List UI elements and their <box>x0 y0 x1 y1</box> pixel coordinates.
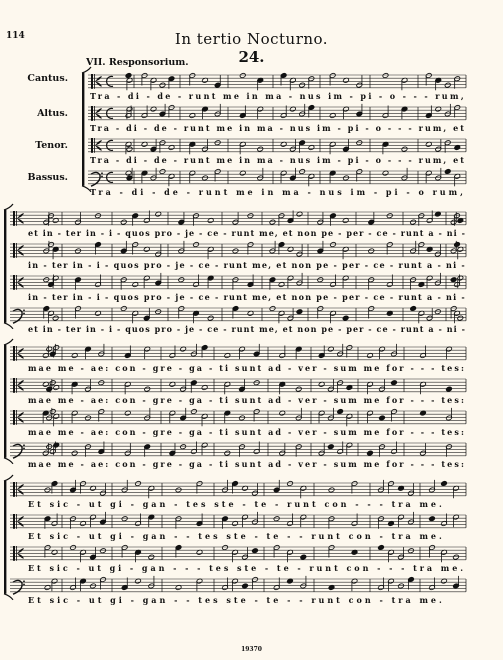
notehead <box>391 380 398 386</box>
voice-label-altus: Altus. <box>37 108 68 119</box>
notehead <box>295 386 302 392</box>
c-clef <box>16 243 17 258</box>
notehead <box>435 309 442 315</box>
bracket-hook <box>4 204 13 210</box>
notehead <box>273 516 280 522</box>
lyric-line: Et sic - ut gi - gan - - tes ste - te - - runt con - tra me. <box>28 530 445 541</box>
notehead <box>379 415 386 421</box>
voice-label-bassus: Bassus. <box>27 172 68 183</box>
lyric-line: Tra - di - de - runt me in ma - nus im - pi - o - - - rum, et <box>90 154 466 165</box>
bracket-hook <box>4 594 13 600</box>
notehead <box>207 315 214 321</box>
c-clef <box>16 482 17 497</box>
f-clef-dot <box>101 176 103 178</box>
c-clef <box>91 138 93 153</box>
f-clef-dot <box>23 444 25 446</box>
bracket-hook <box>4 458 13 464</box>
system-bracket <box>4 345 6 458</box>
c-clef <box>13 346 15 361</box>
notehead <box>252 548 259 554</box>
notehead <box>52 315 59 321</box>
notehead <box>328 444 335 450</box>
lyric-line: et in - ter in - i - quos pro - je - ce - runt me, et non pe - per - ce - runt a - ni - <box>28 323 466 334</box>
c-clef <box>91 74 93 89</box>
lyric-line: in - ter in - i - quos pro - je - ce - runt me, et non pe - per - ce - runt a - ni - <box>28 291 466 302</box>
lyric-line: Et sic - ut gi - gan - tes ste - te - runt con - - - tra me. <box>28 498 445 509</box>
plate-number: 19370 <box>241 646 262 653</box>
bracket-hook <box>4 323 13 329</box>
notehead <box>159 169 166 175</box>
notehead <box>444 82 451 88</box>
notehead <box>202 175 209 181</box>
notehead <box>120 306 127 312</box>
notehead <box>269 306 276 312</box>
notehead <box>239 415 246 421</box>
notehead <box>144 386 151 392</box>
notehead <box>90 583 97 589</box>
notehead <box>446 386 453 392</box>
c-clef <box>13 243 15 258</box>
piece-number: 24. <box>238 48 265 66</box>
system-bracket <box>4 481 6 594</box>
notehead <box>368 248 375 254</box>
notehead <box>191 409 198 415</box>
notehead <box>378 545 385 551</box>
notehead <box>410 219 417 225</box>
c-clef <box>16 346 17 361</box>
f-clef-dot <box>23 580 25 582</box>
notehead <box>398 583 405 589</box>
notehead <box>75 248 82 254</box>
notehead <box>342 315 349 321</box>
lyric-line: mae me - ae: con - gre - ga - ti sunt ad - ver - sum me for - - - tes: <box>28 458 466 469</box>
voice-label-cantus: Cantus. <box>27 73 68 84</box>
notehead <box>135 481 142 487</box>
c-clef <box>91 106 93 121</box>
c-clef <box>13 275 15 290</box>
notehead <box>126 146 133 152</box>
notehead <box>155 309 162 315</box>
notehead <box>299 169 306 175</box>
notehead <box>299 82 306 88</box>
notehead <box>175 487 182 493</box>
page-number: 114 <box>6 31 25 41</box>
c-clef <box>13 410 15 425</box>
notehead <box>257 146 264 152</box>
notehead <box>100 548 107 554</box>
notehead <box>247 213 254 219</box>
notehead <box>125 73 132 79</box>
notehead <box>382 73 389 79</box>
notehead <box>85 415 92 421</box>
notehead <box>328 487 335 493</box>
c-clef <box>94 74 95 89</box>
f-clef-dot <box>23 584 25 586</box>
notehead <box>386 213 393 219</box>
notehead <box>457 315 464 321</box>
c-clef <box>94 106 95 121</box>
notehead <box>330 242 337 248</box>
notehead <box>46 444 53 450</box>
notehead <box>71 450 78 456</box>
lyric-line: Tra - di - de - runt me in ma - nus im - pi - o rum, <box>90 186 466 197</box>
notehead <box>343 175 350 181</box>
lyric-line: et in - ter in - i - quos pro - je - ce - runt me, et non pe - per - ce - runt a - ni - <box>28 227 466 238</box>
bracket-hook <box>82 67 91 73</box>
f-clef-dot <box>101 172 103 174</box>
notehead <box>253 380 260 386</box>
section-heading: VII. Responsorium. <box>86 57 189 68</box>
notehead <box>296 309 303 315</box>
f-clef-dot <box>23 313 25 315</box>
notehead <box>224 450 231 456</box>
c-clef <box>16 378 17 393</box>
notehead <box>410 306 417 312</box>
notehead <box>287 481 294 487</box>
notehead <box>214 140 221 146</box>
lyric-line: Et sic - ut gi - gan - - - tes ste - te - runt con - - - tra me. <box>28 562 466 573</box>
notehead <box>441 481 448 487</box>
bracket-hook <box>4 475 13 481</box>
bracket-hook <box>4 339 13 345</box>
notehead <box>429 516 436 522</box>
notehead <box>178 277 185 283</box>
notehead <box>367 450 374 456</box>
notehead <box>450 277 457 283</box>
notehead <box>43 277 50 283</box>
c-clef <box>13 546 15 561</box>
notehead <box>120 219 127 225</box>
notehead <box>356 140 363 146</box>
notehead <box>222 545 229 551</box>
notehead <box>337 409 344 415</box>
f-clef-dot <box>23 309 25 311</box>
notehead <box>193 242 200 248</box>
notehead <box>121 516 128 522</box>
notehead <box>317 277 324 283</box>
lyric-line: mae me - ae: con - gre - ga - ti sunt ad - ver - sum me for - - - tes: <box>28 362 466 373</box>
c-clef <box>13 482 15 497</box>
voice-label-tenor: Tenor. <box>35 140 68 151</box>
lyric-line: Tra - di - de - runt me in ma - nus im - pi - o - - - rum, <box>90 90 466 101</box>
f-clef-dot <box>23 448 25 450</box>
notehead <box>269 219 276 225</box>
notehead <box>408 548 415 554</box>
notehead <box>453 554 460 560</box>
notehead <box>95 213 102 219</box>
notehead <box>180 444 187 450</box>
notehead <box>242 583 249 589</box>
c-clef <box>16 514 17 529</box>
notehead <box>98 380 105 386</box>
notehead <box>159 82 166 88</box>
lyric-line: Et sic - ut gi - gan - - tes ste - te - - runt con - tra me. <box>28 594 445 605</box>
lyric-line: Tra - di - de - runt me in ma - nus im - pi - o - - - rum, et <box>90 122 466 133</box>
notehead <box>454 242 461 248</box>
c-clef <box>16 275 17 290</box>
lyric-line: mae me - ae: con - gre - ga - ti sunt ad - ver - sum me for - - - tes: <box>28 426 466 437</box>
notehead <box>300 554 307 560</box>
system-bracket <box>4 210 6 323</box>
c-clef <box>13 378 15 393</box>
notehead <box>444 169 451 175</box>
lyric-line: in - ter in - i - quos pro - je - ce - runt me, et non pe - per - ce - runt a - ni - <box>28 259 466 270</box>
page-title: In tertio Nocturno. <box>174 30 329 48</box>
c-clef <box>94 138 95 153</box>
notehead <box>239 73 246 79</box>
c-clef <box>13 211 15 226</box>
c-clef <box>16 546 17 561</box>
lyric-line: mae me - ae: con - gre - ga - ti sunt ad - ver - sum me for - - - tes: <box>28 394 466 405</box>
notehead <box>401 146 408 152</box>
system-bracket <box>82 73 84 186</box>
c-clef <box>13 514 15 529</box>
notehead <box>232 248 239 254</box>
c-clef <box>16 410 17 425</box>
notehead <box>44 487 51 493</box>
c-clef <box>16 211 17 226</box>
notehead <box>49 409 56 415</box>
notehead <box>70 545 77 551</box>
notehead <box>148 554 155 560</box>
